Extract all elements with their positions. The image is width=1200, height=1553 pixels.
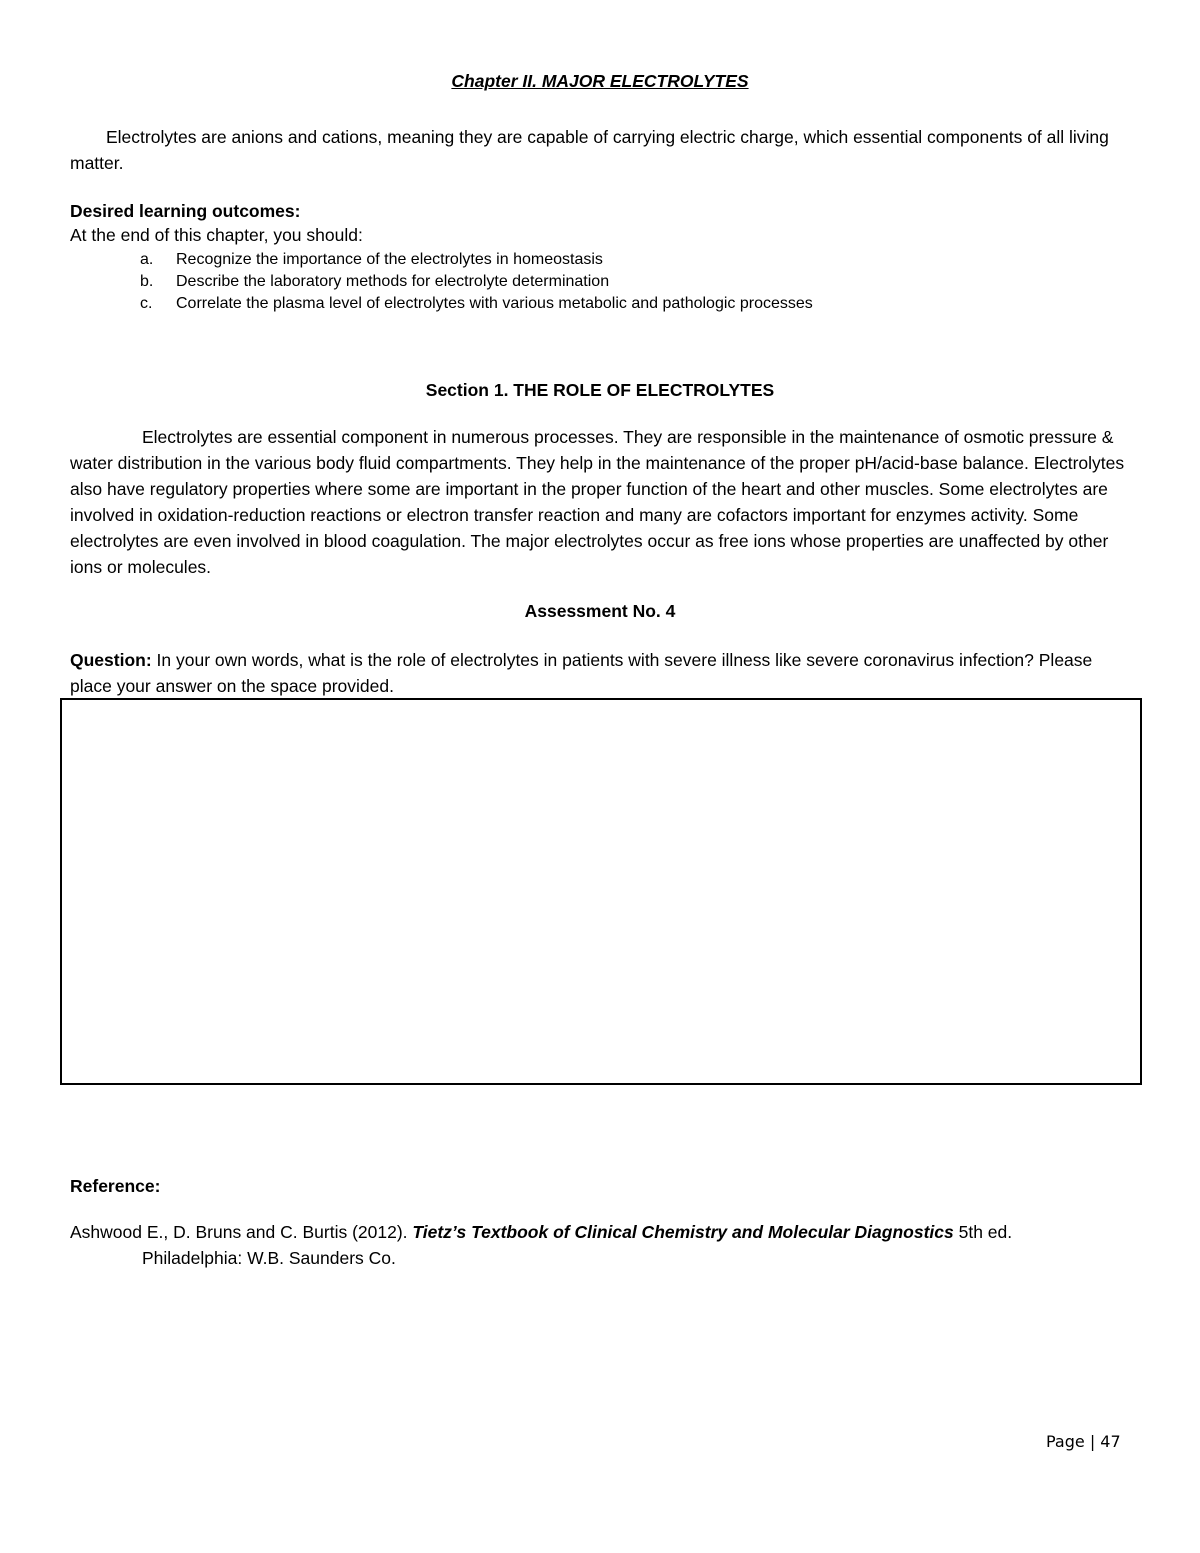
list-item-text: Describe the laboratory methods for electrolyte determination (176, 273, 610, 290)
list-item (140, 293, 813, 315)
outcomes-list (140, 249, 813, 315)
assessment-title: Assessment No. 4 (524, 601, 676, 621)
page-number: Page | 47 (1046, 1432, 1121, 1451)
reference-book-title: Tietz’s Textbook of Clinical Chemistry and Molecular Diagnostics (412, 1222, 954, 1242)
outcomes-subheading: At the end of this chapter, you should: (70, 225, 363, 245)
list-marker: c. (140, 295, 153, 312)
list-item (140, 249, 813, 271)
chapter-title: Chapter II. MAJOR ELECTROLYTES (451, 71, 749, 91)
intro-paragraph (70, 124, 1130, 176)
reference-edition: 5th ed. (953, 1222, 1013, 1242)
section-title: Section 1. THE ROLE OF ELECTROLYTES (425, 380, 775, 400)
outcomes-heading: Desired learning outcomes: (70, 201, 301, 221)
list-item-text: Recognize the importance of the electrolytes in homeostasis (176, 251, 603, 268)
section-paragraph (70, 424, 1130, 580)
list-marker: b. (140, 273, 154, 290)
section-text: Electrolytes are essential component in numerous processes. They are responsible in the maintenance of osmotic pressure & water distribution in the various body fluid compartments. They help in the maintenance of the proper pH/acid-base balance. Electrolytes also have regulatory properties where some are important in the proper function of the heart and other muscles. Some electrolytes are involved in oxidation-reduction reactions or electron transfer reaction and many are cofactors important for enzymes activity. Some electrolytes are even involved in blood coagulation. The major electrolytes occur as free ions whose properties are unaffected by other ions or molecules. (70, 427, 1125, 577)
reference-authors: Ashwood E., D. Bruns and C. Burtis (2012). (70, 1222, 413, 1242)
question-text: In your own words, what is the role of electrolytes in patients with severe illness like severe coronavirus infection? Please place your answer on the space provided. (70, 650, 1093, 696)
answer-box[interactable] (60, 698, 1142, 1085)
question-label: Question: (70, 650, 152, 670)
assessment-question (70, 647, 1130, 699)
intro-text: Electrolytes are anions and cations, meaning they are capable of carrying electric charge, which essential components of all living matter. (70, 127, 1109, 173)
list-item (140, 271, 813, 293)
reference-entry (70, 1219, 1150, 1271)
reference-publisher: Philadelphia: W.B. Saunders Co. (142, 1248, 396, 1268)
list-marker: a. (140, 251, 154, 268)
reference-heading: Reference: (70, 1176, 161, 1196)
list-item-text: Correlate the plasma level of electrolytes with various metabolic and pathologic processes (176, 295, 813, 312)
